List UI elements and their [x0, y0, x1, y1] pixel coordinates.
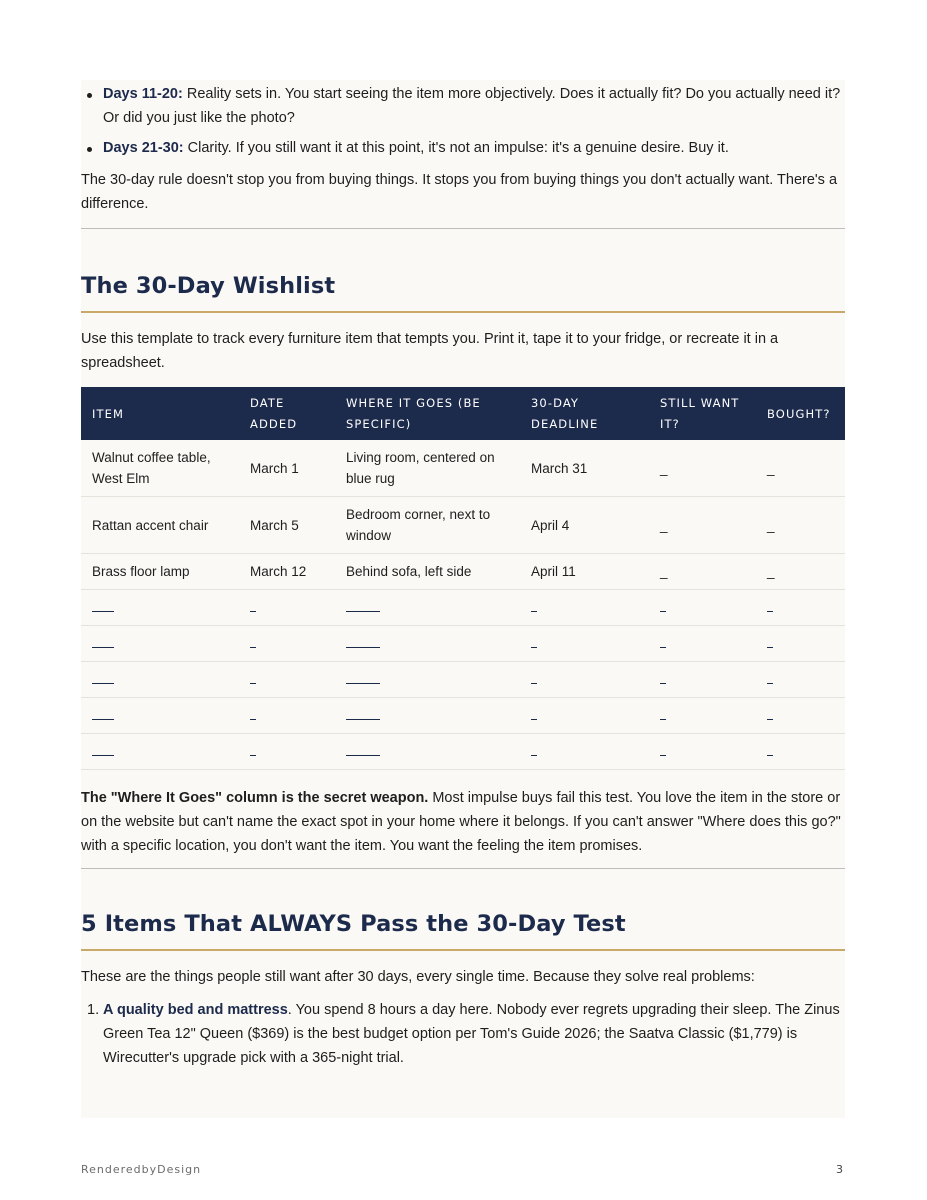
cell-where: Behind sofa, left side: [335, 554, 520, 590]
blank-line: [531, 647, 537, 648]
column-header-deadline: 30-DAY DEADLINE: [520, 387, 649, 440]
items-intro: These are the things people still want after 30 days, every single time. Because they solve real problems:: [81, 969, 755, 985]
blank-table-row: [81, 698, 845, 734]
blank-line: [767, 683, 773, 684]
bullet-lead: Days 21-30:: [103, 140, 184, 156]
bullet-text: Reality sets in. You start seeing the item more objectively. Does it actually fit? Do you actually need it? Or did you just like the photo?: [103, 86, 841, 126]
note-lead: The "Where It Goes" column is the secret weapon.: [81, 790, 429, 806]
blank-line: [531, 719, 537, 720]
blank-line: [250, 719, 256, 720]
blank-line: [767, 755, 773, 756]
cell-item: Walnut coffee table, West Elm: [81, 440, 239, 497]
cell-where: Bedroom corner, next to window: [335, 497, 520, 554]
items-list: [81, 998, 845, 1070]
column-header-still-want: STILL WANT IT?: [649, 387, 756, 440]
rule-paragraph: The 30-day rule doesn't stop you from buying things. It stops you from buying things you don't actually want. There's a difference.: [81, 172, 838, 212]
blank-line: [767, 611, 773, 612]
page-body: [81, 80, 845, 1070]
item-number: 1.: [87, 1002, 100, 1018]
blank-line: [92, 647, 114, 648]
table-row: [81, 440, 845, 497]
table-row: [81, 554, 845, 590]
item-text: . You spend 8 hours a day here. Nobody ever regrets upgrading their sleep. The Zinus Green Tea 12" Queen ($369) is the best budget option per Tom's Guide 2026; the Saatva Classic ($1,779) is Wirecutter's upgrade pick with a 365-night trial.: [103, 1002, 840, 1066]
cell-still-want: _: [649, 440, 756, 497]
cell-date: March 12: [239, 554, 335, 590]
blank-line: [92, 755, 114, 756]
cell-bought: _: [756, 554, 845, 590]
cell-bought: _: [756, 440, 845, 497]
blank-line: [92, 611, 114, 612]
wishlist-table: [81, 387, 845, 770]
blank-line: [767, 719, 773, 720]
wishlist-note: [81, 786, 845, 858]
bullet-dot: [87, 93, 92, 98]
blank-line: [660, 647, 666, 648]
note-text: Most impulse buys fail this test. You love the item in the store or on the website but can't name the exact spot in your home where it belongs. If you can't answer "Where does this go?" with a specific location, you don't want the item. You want the feeling the item promises.: [81, 790, 841, 854]
item-lead: A quality bed and mattress: [103, 1002, 288, 1018]
blank-line: [531, 755, 537, 756]
blank-table-row: [81, 662, 845, 698]
cell-deadline: April 11: [520, 554, 649, 590]
blank-line: [346, 647, 380, 648]
blank-line: [660, 683, 666, 684]
list-item: [81, 136, 845, 160]
cell-item: Rattan accent chair: [81, 497, 239, 554]
items-heading: 5 Items That ALWAYS Pass the 30-Day Test: [81, 911, 626, 937]
wishlist-heading: The 30-Day Wishlist: [81, 273, 336, 299]
bullet-lead: Days 11-20:: [103, 86, 183, 102]
page-number: 3: [836, 1163, 843, 1176]
cell-item: Brass floor lamp: [81, 554, 239, 590]
blank-line: [346, 611, 380, 612]
blank-line: [531, 611, 537, 612]
column-header-date-added: DATE ADDED: [239, 387, 335, 440]
blank-line: [660, 719, 666, 720]
blank-line: [250, 683, 256, 684]
list-item: [81, 82, 845, 130]
blank-table-row: [81, 590, 845, 626]
cell-bought: _: [756, 497, 845, 554]
section-divider: [81, 868, 845, 869]
cell-where: Living room, centered on blue rug: [335, 440, 520, 497]
blank-table-row: [81, 734, 845, 770]
column-header-where: WHERE IT GOES (BE SPECIFIC): [335, 387, 520, 440]
blank-line: [767, 647, 773, 648]
column-header-bought: BOUGHT?: [756, 387, 845, 440]
blank-line: [660, 611, 666, 612]
section-divider: [81, 228, 845, 229]
table-row: [81, 497, 845, 554]
heading-underline: [81, 311, 845, 313]
blank-line: [250, 647, 256, 648]
table-header-row: [81, 387, 845, 440]
blank-line: [92, 719, 114, 720]
blank-line: [92, 683, 114, 684]
cell-still-want: _: [649, 554, 756, 590]
blank-line: [346, 755, 380, 756]
blank-line: [346, 719, 380, 720]
list-item: [81, 998, 845, 1070]
blank-line: [660, 755, 666, 756]
heading-underline: [81, 949, 845, 951]
blank-line: [250, 755, 256, 756]
bullet-text: Clarity. If you still want it at this point, it's not an impulse: it's a genuine desire. Buy it.: [183, 140, 729, 156]
footer-brand: RenderedbyDesign: [81, 1163, 202, 1176]
bullet-dot: [87, 147, 92, 152]
blank-line: [531, 683, 537, 684]
day-phase-list: [81, 82, 845, 160]
blank-line: [250, 611, 256, 612]
column-header-item: ITEM: [81, 387, 239, 440]
cell-deadline: March 31: [520, 440, 649, 497]
blank-table-row: [81, 626, 845, 662]
cell-date: March 5: [239, 497, 335, 554]
wishlist-intro: Use this template to track every furniture item that tempts you. Print it, tape it to your fridge, or recreate it in a spreadsheet.: [81, 331, 779, 371]
cell-date: March 1: [239, 440, 335, 497]
cell-still-want: _: [649, 497, 756, 554]
cell-deadline: April 4: [520, 497, 649, 554]
blank-line: [346, 683, 380, 684]
